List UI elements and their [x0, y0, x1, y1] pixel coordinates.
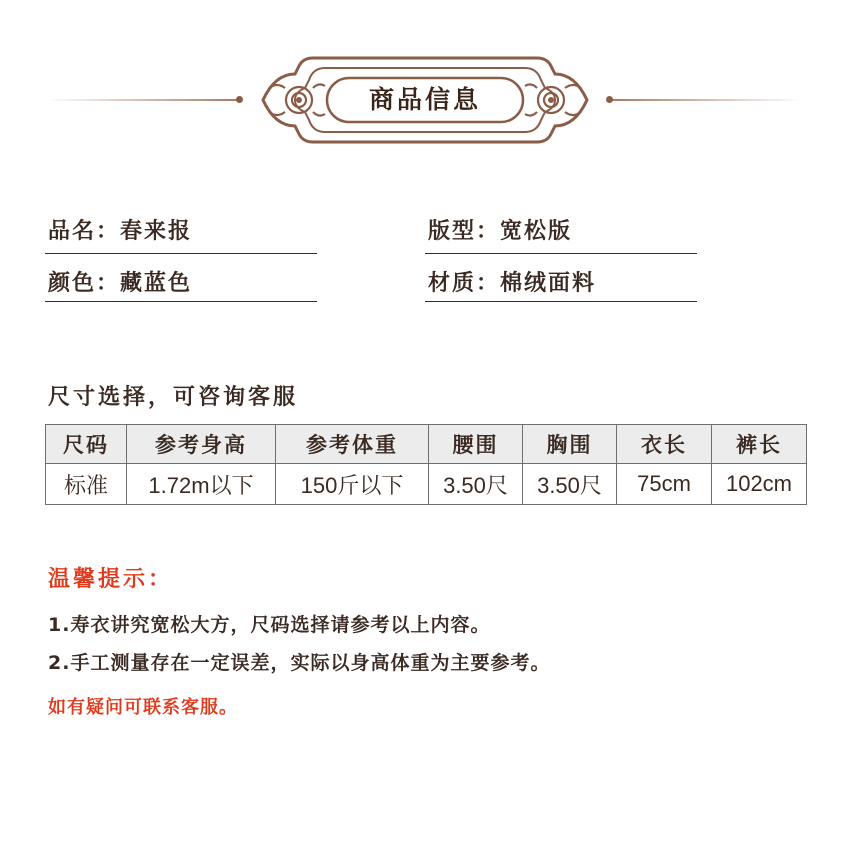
tips-title: 温馨提示： [48, 567, 174, 592]
size-table-header-cell: 胸围 [523, 425, 617, 464]
size-table-header-cell: 衣长 [617, 425, 712, 464]
size-table-header-cell: 参考体重 [276, 425, 429, 464]
size-table-cell: 标准 [46, 464, 127, 505]
size-table-header-cell: 尺码 [46, 425, 127, 464]
product-name: 品名：春来报 [48, 219, 193, 244]
product-material: 材质：棉绒面料 [428, 271, 597, 296]
size-table-header-cell: 参考身高 [127, 425, 276, 464]
product-fit: 版型：宽松版 [428, 219, 573, 244]
size-table-header-row [46, 425, 807, 464]
product-fit-underline [425, 253, 697, 254]
size-table-header-cell: 裤长 [712, 425, 807, 464]
size-table-cell: 150斤以下 [276, 464, 429, 505]
size-table-header-cell: 腰围 [429, 425, 523, 464]
size-section-title: 尺寸选择，可咨询客服 [48, 385, 299, 410]
product-name-underline [45, 253, 317, 254]
product-color: 颜色：藏蓝色 [48, 271, 193, 296]
header-left-dot [236, 96, 243, 103]
size-table-cell: 1.72m以下 [127, 464, 276, 505]
page-title: 商品信息 [368, 85, 481, 114]
header-right-dot [606, 96, 613, 103]
size-table-cell: 3.50尺 [523, 464, 617, 505]
tip-line-2: 2.手工测量存在一定误差，实际以身高体重为主要参考。 [48, 652, 551, 674]
header-right-line [610, 99, 802, 101]
product-material-underline [425, 301, 697, 302]
size-table [45, 424, 807, 505]
size-table-cell: 3.50尺 [429, 464, 523, 505]
size-table-row [46, 464, 807, 505]
size-table-cell: 75cm [617, 464, 712, 505]
size-table-cell: 102cm [712, 464, 807, 505]
header-left-line [48, 99, 240, 101]
product-color-underline [45, 301, 317, 302]
tip-line-1: 1.寿衣讲究宽松大方，尺码选择请参考以上内容。 [48, 614, 491, 636]
tip-contact: 如有疑问可联系客服。 [48, 697, 238, 718]
